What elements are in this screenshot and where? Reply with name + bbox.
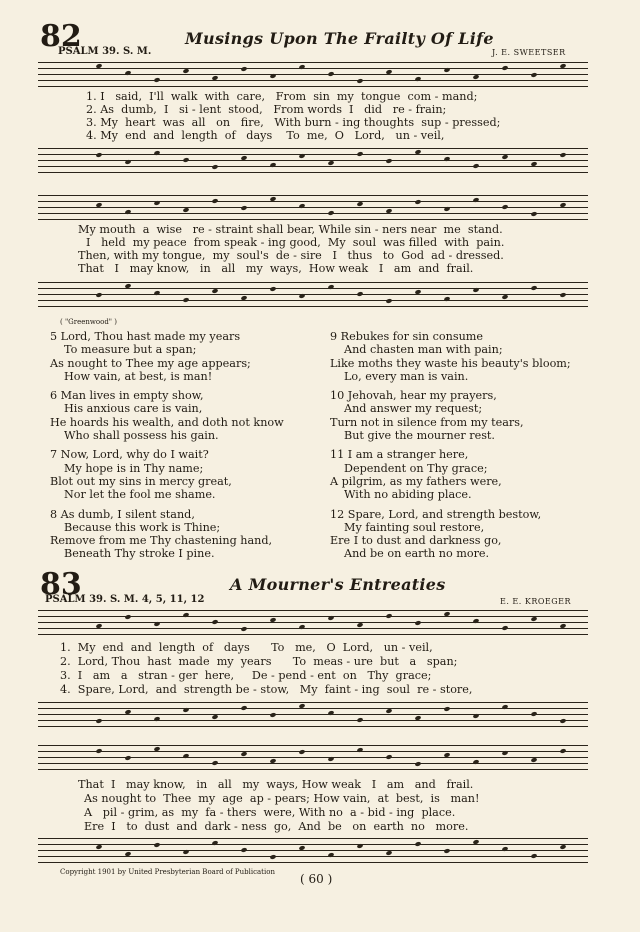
notehead (385, 298, 392, 304)
notehead (182, 707, 189, 713)
notehead (240, 847, 247, 853)
hymn-82-number: 82 (40, 19, 82, 54)
notehead (298, 153, 305, 159)
stanza-line: To measure but a span; (64, 343, 197, 357)
stanza-5 (50, 330, 320, 383)
hymn-83-s2-lyric-4: Ere I to dust and dark - ness go, And be on earth no more. (84, 820, 469, 833)
hymn-83-s2-lyric-1: That I may know, in all my ways, How weak I am and frail. (78, 778, 474, 791)
notehead (153, 290, 160, 296)
notehead (298, 624, 305, 630)
notehead (182, 157, 189, 163)
notehead (443, 206, 450, 212)
notehead (385, 754, 392, 760)
stanza-line: 6 Man lives in empty show, (50, 389, 204, 403)
hymn-82-s2-lyric-3: Then, with my tongue, my soul's de - sire I thus to God ad - dressed. (78, 249, 504, 262)
stanza-line: A pilgrim, as my fathers were, (330, 474, 502, 488)
hymn-82-stanzas-right (330, 330, 620, 567)
notehead (298, 64, 305, 70)
notehead (124, 159, 131, 165)
hymn-82-system1-treble-staff (38, 62, 588, 86)
notehead (153, 77, 160, 83)
stanza-line: Ere I to dust and darkness go, (330, 534, 502, 548)
stanza-line: How vain, at best, is man! (64, 369, 213, 383)
notehead (211, 760, 218, 766)
notehead (124, 614, 131, 620)
stanza-line: 9 Rebukes for sin consume (330, 330, 484, 343)
notehead (269, 73, 276, 79)
notehead (153, 842, 160, 848)
hymn-82-s1-lyric-3: 3. My heart was all on fire, With burn - ing thoughts sup - pressed; (86, 116, 501, 129)
notehead (356, 78, 363, 84)
stanza-line: With no abiding place. (344, 488, 472, 502)
notehead (443, 848, 450, 854)
notehead (385, 158, 392, 164)
notehead (269, 854, 276, 860)
notehead (414, 761, 421, 767)
notehead (182, 612, 189, 618)
notehead (327, 210, 334, 216)
stanza-11 (330, 448, 620, 501)
stanza-line: 10 Jehovah, hear my prayers, (330, 389, 497, 403)
notehead (501, 846, 508, 852)
notehead (356, 151, 363, 157)
stanza-line: Blot out my sins in mercy great, (50, 474, 232, 488)
stanza-line: And be on earth no more. (344, 547, 490, 561)
notehead (501, 750, 508, 756)
notehead (443, 706, 450, 712)
notehead (414, 199, 421, 205)
stanza-line: Remove from me Thy chastening hand, (50, 534, 273, 548)
stanza-line: And answer my request; (344, 402, 483, 416)
stanza-line: Who shall possess his gain. (64, 429, 219, 443)
stanza-line: Like moths they waste his beauty's bloom; (330, 356, 571, 370)
stanza-line: He hoards his wealth, and doth not know (50, 415, 284, 429)
stanza-9 (330, 330, 620, 383)
notehead (298, 749, 305, 755)
notehead (559, 292, 566, 298)
notehead (95, 152, 102, 158)
notehead (95, 748, 102, 754)
notehead (385, 613, 392, 619)
hymn-82-title: Musings Upon The Frailty Of Life (185, 29, 494, 48)
notehead (182, 753, 189, 759)
notehead (472, 713, 479, 719)
hymn-83-system2-bass-staff (38, 838, 588, 862)
notehead (443, 67, 450, 73)
notehead (327, 710, 334, 716)
notehead (153, 716, 160, 722)
hymn-83-number: 83 (40, 567, 82, 602)
hymn-83-system1-treble-staff (38, 610, 588, 634)
hymn-83-s1-lyric-1: 1. My end and length of days To me, O Lord, un - veil, (60, 641, 433, 654)
hymn-83-psalm: PSALM 39. S. M. 4, 5, 11, 12 (45, 594, 205, 605)
notehead (327, 756, 334, 762)
notehead (153, 150, 160, 156)
notehead (95, 292, 102, 298)
notehead (298, 203, 305, 209)
hymn-82-tune-name: ( "Greenwood" ) (60, 318, 117, 326)
notehead (414, 620, 421, 626)
notehead (124, 70, 131, 76)
hymn-83-system2-treble-staff (38, 745, 588, 769)
stanza-line: 5 Lord, Thou hast made my years (50, 330, 241, 343)
hymn-83-s1-lyric-4: 4. Spare, Lord, and strength be - stow, My faint - ing soul re - store, (60, 683, 473, 696)
notehead (269, 712, 276, 718)
stanza-12 (330, 508, 620, 561)
stanza-line: My hope is in Thy name; (64, 461, 204, 475)
notehead (414, 841, 421, 847)
stanza-line: Lo, every man is vain. (344, 369, 469, 383)
notehead (240, 626, 247, 632)
notehead (327, 852, 334, 858)
hymn-83-system1-bass-staff (38, 702, 588, 726)
notehead (472, 197, 479, 203)
stanza-line: 11 I am a stranger here, (330, 448, 469, 462)
notehead (269, 286, 276, 292)
hymn-82-s1-lyric-2: 2. As dumb, I si - lent stood, From words I did re - frain; (86, 103, 447, 116)
stanza-line: 7 Now, Lord, why do I wait? (50, 448, 209, 462)
notehead (124, 209, 131, 215)
stanza-6 (50, 389, 320, 442)
notehead (443, 296, 450, 302)
hymn-82-system1-bass-staff (38, 148, 588, 172)
notehead (472, 287, 479, 293)
hymn-83-s2-lyric-3: A pil - grim, as my fa - thers were, With no a - bid - ing place. (84, 806, 456, 819)
notehead (559, 152, 566, 158)
notehead (356, 717, 363, 723)
hymn-83-composer: E. E. KROEGER (500, 597, 572, 606)
hymn-83-title: A Mourner's Entreaties (230, 575, 446, 594)
notehead (182, 849, 189, 855)
stanza-line: His anxious care is vain, (64, 402, 203, 416)
notehead (240, 205, 247, 211)
stanza-line: Beneath Thy stroke I pine. (64, 547, 215, 561)
notehead (356, 291, 363, 297)
notehead (211, 840, 218, 846)
notehead (211, 619, 218, 625)
hymn-83-s1-lyric-2: 2. Lord, Thou hast made my years To meas - ure but a span; (60, 655, 458, 668)
page-number: ( 60 ) (300, 872, 333, 886)
notehead (530, 285, 537, 291)
notehead (356, 747, 363, 753)
hymn-82-s2-lyric-2: I held my peace from speak - ing good, My soul was filled with pain. (86, 236, 505, 249)
hymn-82-composer: J. E. SWEETSER (492, 48, 566, 57)
stanza-line: My fainting soul restore, (344, 520, 485, 534)
notehead (559, 748, 566, 754)
stanza-line: Nor let the fool me shame. (64, 488, 216, 502)
notehead (211, 198, 218, 204)
notehead (443, 156, 450, 162)
copyright-notice: Copyright 1901 by United Presbyterian Board of Publication (60, 868, 275, 876)
notehead (501, 704, 508, 710)
stanza-line: Turn not in silence from my tears, (330, 415, 524, 429)
notehead (269, 162, 276, 168)
notehead (530, 211, 537, 217)
notehead (211, 164, 218, 170)
notehead (501, 204, 508, 210)
notehead (240, 705, 247, 711)
hymn-82-s2-lyric-4: That I may know, in all my ways, How weak I am and frail. (78, 262, 474, 275)
notehead (95, 718, 102, 724)
stanza-7 (50, 448, 320, 501)
notehead (530, 853, 537, 859)
hymn-82-s1-lyric-4: 4. My end and length of days To me, O Lord, un - veil, (86, 129, 445, 142)
notehead (124, 755, 131, 761)
notehead (327, 615, 334, 621)
stanza-8 (50, 508, 320, 561)
hymn-82-system2-bass-staff (38, 282, 588, 306)
notehead (501, 65, 508, 71)
hymn-82-system2-treble-staff (38, 195, 588, 219)
hymn-83-s2-lyric-2: As nought to Thee my age ap - pears; How vain, at best, is man! (84, 792, 480, 805)
notehead (356, 843, 363, 849)
stanza-line: And chasten man with pain; (344, 343, 503, 357)
notehead (530, 711, 537, 717)
notehead (240, 66, 247, 72)
notehead (472, 759, 479, 765)
hymn-82-s2-lyric-1: My mouth a wise re - straint shall bear, While sin - ners near me stand. (78, 223, 503, 236)
notehead (559, 718, 566, 724)
notehead (153, 621, 160, 627)
hymn-83-s1-lyric-3: 3. I am a stran - ger here, De - pend - ent on Thy grace; (60, 669, 432, 682)
notehead (327, 284, 334, 290)
notehead (472, 618, 479, 624)
notehead (327, 71, 334, 77)
stanza-line: But give the mourner rest. (344, 429, 495, 443)
notehead (501, 625, 508, 631)
hymn-82-psalm: PSALM 39. S. M. (58, 46, 152, 57)
stanza-10 (330, 389, 620, 442)
stanza-line: Because this work is Thine; (64, 520, 221, 534)
notehead (472, 163, 479, 169)
notehead (182, 297, 189, 303)
notehead (153, 200, 160, 206)
notehead (530, 72, 537, 78)
stanza-line: Dependent on Thy grace; (344, 461, 488, 475)
hymn-82-s1-lyric-1: 1. I said, I'll walk with care, From sin my tongue com - mand; (86, 90, 478, 103)
hymn-82-stanzas-left (50, 330, 320, 567)
stanza-line: 8 As dumb, I silent stand, (50, 507, 195, 521)
stanza-line: As nought to Thee my age appears; (50, 356, 251, 370)
notehead (414, 76, 421, 82)
stanza-line: 12 Spare, Lord, and strength bestow, (330, 507, 542, 521)
notehead (298, 293, 305, 299)
